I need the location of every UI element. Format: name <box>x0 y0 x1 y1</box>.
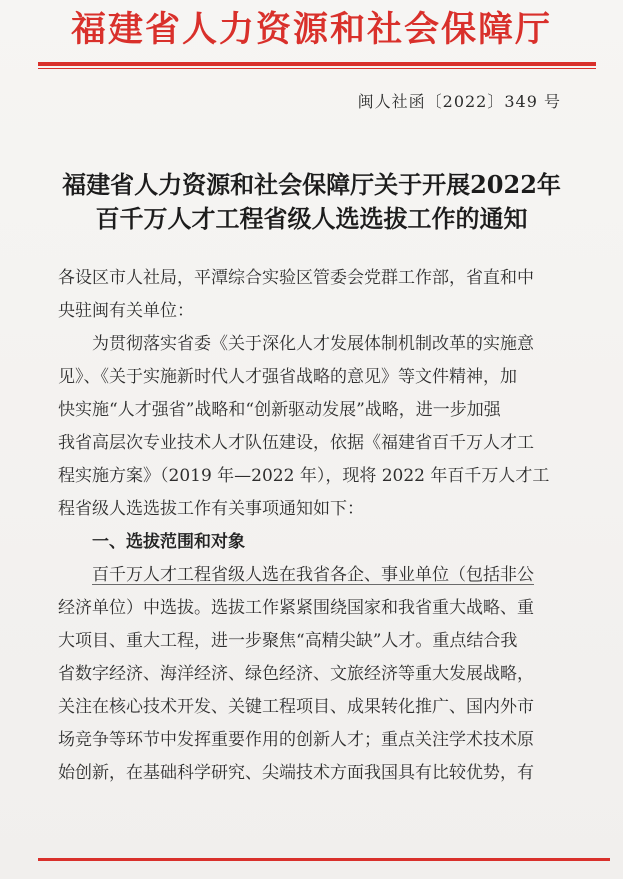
document-title-line-1: 福建省人力资源和社会保障厅关于开展2022年 <box>62 170 561 199</box>
body-line: 快实施“人才强省”战略和“创新驱动发展”战略，进一步加强 <box>58 400 501 420</box>
body-line: 我省高层次专业技术人才队伍建设，依据《福建省百千万人才工 <box>58 433 534 453</box>
body-line: 央驻闽有关单位： <box>58 301 194 321</box>
body-line: 程省级人选选拔工作有关事项通知如下： <box>58 499 364 519</box>
body-line: 为贯彻落实省委《关于深化人才发展体制机制改革的实施意 <box>92 334 534 354</box>
footer-red-rule <box>38 858 610 861</box>
body-line: 经济单位）中选拔。选拔工作紧紧围绕国家和我省重大战略、重 <box>58 598 534 618</box>
body-line: 大项目、重大工程，进一步聚焦“高精尖缺”人才。重点结合我 <box>58 631 518 651</box>
letterhead-red-rule-thick <box>38 62 596 66</box>
document-body <box>58 262 590 790</box>
document-title <box>0 168 623 236</box>
underlined-text: 百千万人才工程省级人选在我省各企、事业单位（包括非公 <box>92 565 534 585</box>
body-line: 各设区市人社局，平潭综合实验区管委会党群工作部，省直和中 <box>58 268 534 288</box>
body-line: 场竞争等环节中发挥重要作用的创新人才；重点关注学术技术原 <box>58 730 534 750</box>
body-line: 程实施方案》（2019 年—2022 年），现将 2022 年百千万人才工 <box>58 466 550 486</box>
body-line <box>58 559 590 592</box>
section-heading: 一、选拔范围和对象 <box>92 532 245 552</box>
letterhead-red-rule-thin <box>38 68 596 69</box>
document-title-line-2: 百千万人才工程省级人选选拔工作的通知 <box>95 204 528 233</box>
body-line: 关注在核心技术开发、关键工程项目、成果转化推广、国内外市 <box>58 697 534 717</box>
body-line: 始创新，在基础科学研究、尖端技术方面我国具有比较优势，有 <box>58 763 534 783</box>
letterhead-title: 福建省人力资源和社会保障厅 <box>70 10 552 50</box>
document-number: 闽人社函〔2022〕349 号 <box>357 92 561 111</box>
body-line: 省数字经济、海洋经济、绿色经济、文旅经济等重大发展战略， <box>58 664 534 684</box>
body-line: 见》、《关于实施新时代人才强省战略的意见》等文件精神，加 <box>58 367 517 387</box>
